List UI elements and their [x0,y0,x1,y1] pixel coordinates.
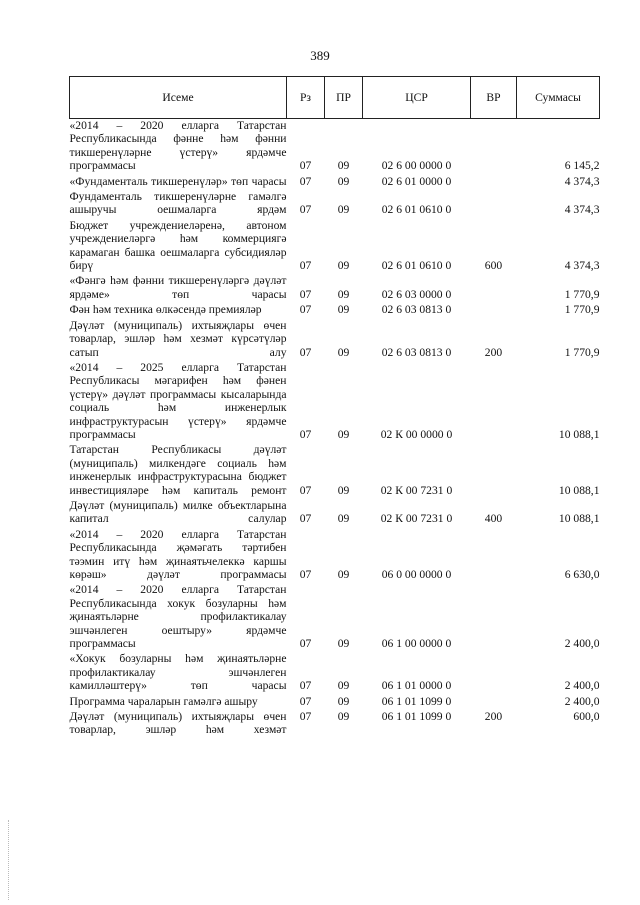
row-vr [471,274,517,303]
row-rz: 07 [299,483,312,497]
row-name: «2014 – 2020 елларга Татарстан Республикасында фәнне һәм фәнни тикшеренүләрне үстерү» ярдәмче программасы [69,119,287,173]
row-rz: 07 [299,637,312,651]
row-vr [471,303,517,318]
table-row [70,274,600,303]
row-csr: 02 6 03 0000 0 [381,287,452,301]
row-vr [471,695,517,710]
row-pr: 09 [337,174,350,188]
row-rz: 07 [299,345,312,359]
row-pr: 09 [337,303,350,317]
row-sum: 4 374,3 [564,174,600,188]
header-csr: ЦСР [363,77,471,119]
table-header-row [70,77,600,119]
row-name: Дәүләт (муниципаль) ихтыяҗлары өчен товарлар, эшләр һәм хезмәт [69,710,287,737]
row-vr [471,361,517,443]
row-rz: 07 [299,694,312,708]
row-sum: 1 770,9 [564,303,600,317]
row-csr: 02 К 00 7231 0 [380,512,453,526]
row-rz: 07 [299,512,312,526]
row-csr: 02 К 00 7231 0 [380,483,453,497]
row-rz: 07 [299,159,312,173]
row-pr: 09 [337,679,350,693]
row-sum: 10 088,1 [558,483,600,497]
row-sum: 4 374,3 [564,203,600,217]
row-vr [471,175,517,190]
row-pr: 09 [337,512,350,526]
page-number: 389 [310,48,330,63]
row-sum: 2 400,0 [564,679,600,693]
row-csr: 06 1 01 1099 0 [381,694,452,708]
row-rz: 07 [299,710,312,724]
header-rz: Рз [287,77,325,119]
row-rz: 07 [299,174,312,188]
row-pr: 09 [337,483,350,497]
row-csr: 02 6 01 0610 0 [381,203,452,217]
row-name: Татарстан Республикасы дәүләт (муниципаль) милкендәге социаль һәм инженерлык инфраструктурасына бюджет инвестицияләре һәм капиталь ремонт [69,443,287,497]
row-rz: 07 [299,287,312,301]
row-csr: 02 6 01 0610 0 [381,259,452,273]
row-csr: 02 6 00 0000 0 [381,159,452,173]
table-row [70,443,600,499]
table-row [70,652,600,694]
table-row [70,695,600,710]
table-row [70,319,600,361]
row-vr: 600 [484,259,503,273]
row-name: «Фундаменталь тикшеренүләр» төп чарасы [69,174,287,188]
row-csr: 02 6 03 0813 0 [381,345,452,359]
table-row [70,119,600,175]
row-sum: 1 770,9 [564,345,600,359]
header-name: Исеме [70,77,287,119]
row-pr: 09 [337,259,350,273]
row-rz: 07 [299,203,312,217]
row-sum: 600,0 [573,710,600,724]
row-rz: 07 [299,568,312,581]
row-rz: 07 [299,259,312,273]
row-csr: 06 0 00 0000 0 [381,568,452,581]
row-vr [471,119,517,175]
row-sum: 10 088,1 [558,512,600,526]
row-vr [471,443,517,499]
row-pr: 09 [337,159,350,173]
row-name: Фундаменталь тикшеренүләрне гамәлгә ашыручы оешмаларга ярдәм [69,190,287,217]
row-rz: 07 [299,679,312,693]
row-sum: 6 630,0 [564,568,600,581]
margin-scan-dots [8,820,11,900]
row-pr: 09 [337,345,350,359]
row-vr [471,528,517,584]
row-name: «Фәнгә һәм фәнни тикшеренүләргә дәүләт ярдәме» төп чарасы [69,274,287,301]
row-csr: 06 1 01 0000 0 [381,679,452,693]
table-row [70,361,600,443]
row-name: Дәүләт (муниципаль) милке объектларына капитал салулар [69,498,287,526]
row-vr [471,583,517,652]
row-pr: 09 [337,287,350,301]
budget-table [69,76,600,739]
row-pr: 09 [337,427,350,441]
table-row [70,175,600,190]
row-sum: 1 770,9 [564,287,600,301]
row-vr: 400 [484,512,503,526]
table-row [70,499,600,528]
row-rz: 07 [299,427,312,441]
row-csr: 06 1 01 1099 0 [381,710,452,724]
row-csr: 02 6 03 0813 0 [381,303,452,317]
row-sum: 10 088,1 [558,427,600,441]
row-name: Дәүләт (муниципаль) ихтыяҗлары өчен товарлар, эшләр һәм хезмәт күрсәтүләр сатып алу [69,318,287,359]
row-pr: 09 [337,710,350,724]
table-row [70,583,600,652]
row-name: «Хокук бозуларны һәм җинаятьләрне профилактикалау эшчәнлеген камилләштерү» төп чарасы [69,652,287,693]
row-pr: 09 [337,637,350,651]
row-vr [471,190,517,219]
row-name: Фән һәм техника өлкәсендә премияләр [69,303,262,317]
row-csr: 02 К 00 0000 0 [380,427,453,441]
row-pr: 09 [337,203,350,217]
row-pr: 09 [337,568,350,581]
header-sum: Суммасы [517,77,600,119]
table-row [70,190,600,219]
row-pr: 09 [337,694,350,708]
row-name: Бюджет учреждениеләренә, автоном учреждениеләргә һәм коммерциягә карамаган башка оешмаларга субсидияләр бирү [69,218,287,273]
table-row [70,303,600,318]
row-name: «2014 – 2020 елларга Татарстан Республикасында хокук бозуларны һәм җинаятьләрне профилактикалау эшчәнлеген оештыру» ярдәмче программасы [69,583,287,651]
table-row [70,528,600,584]
row-name: «2014 – 2020 елларга Татарстан Республикасында җәмәгать тәртибен тәэмин итү һәм җинаятьчелеккә каршы көрәш» дәүләт программасы [69,527,287,581]
row-sum: 6 145,2 [564,159,600,173]
row-name: «2014 – 2025 елларга Татарстан Республикасы мәгарифен һәм фәнен үстерү» дәүләт программасы кысаларында социаль һәм инженерлык инфраструктурасын үстерү» ярдәмче программасы [69,360,287,441]
row-rz: 07 [299,303,312,317]
header-pr: ПР [325,77,363,119]
row-vr: 200 [484,345,503,359]
row-sum: 2 400,0 [564,637,600,651]
table-row [70,710,600,739]
row-vr [471,652,517,694]
row-sum: 2 400,0 [564,694,600,708]
row-csr: 06 1 00 0000 0 [381,637,452,651]
row-vr: 200 [484,710,503,724]
header-vr: ВР [471,77,517,119]
row-name: Программа чараларын гамәлгә ашыру [69,694,258,708]
table-row [70,219,600,275]
row-sum: 4 374,3 [564,259,600,273]
row-csr: 02 6 01 0000 0 [381,174,452,188]
